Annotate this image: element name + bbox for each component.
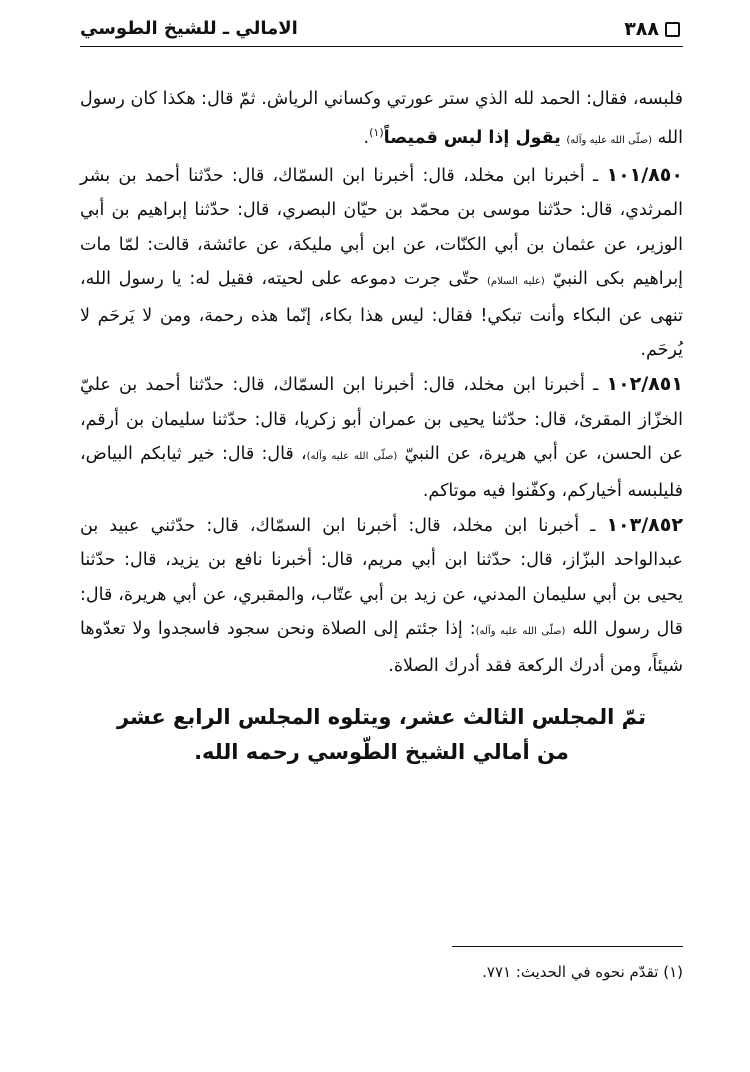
running-title: الامالي ـ للشيخ الطوسي	[80, 18, 298, 39]
salawat-note: (صلّى الله عليه وآله)	[475, 625, 566, 637]
paragraph-4-text-cont: : إذا جئتم إلى الصلاة ونحن سجود فاسجدوا ولا تعدّوها شيئاً، ومن أدرك الركعة فقد أدرك الصلاة.	[80, 618, 683, 677]
footnote: (١) تقدّم نحوه في الحديث: ٧٧١.	[482, 963, 683, 981]
closing-line-2: من أمالي الشيخ الطّوسي رحمه الله.	[194, 740, 569, 764]
closing-statement	[80, 700, 683, 770]
paragraph-1	[80, 82, 683, 158]
footnote-ref[interactable]: (١)	[369, 126, 384, 140]
paragraph-3-text: ـ أخبرنا ابن مخلد، قال: أخبرنا ابن السمّاك، قال: حدّثنا أحمد بن عليّ الخزّاز المقرئ، قال: حدّثنا يحيى بن عمران أبو زكريا، قال: حدّثنا سليمان بن أرقم، عن الحسن، عن أبي هريرة، عن النبيّ	[80, 375, 683, 464]
square-ornament-icon	[665, 22, 680, 37]
salam-note: (عليه السلام)	[487, 275, 545, 287]
closing-line-1: تمّ المجلس الثالث عشر، ويتلوه المجلس الرابع عشر	[116, 705, 647, 729]
paragraph-3-text-cont: ، قال: قال: خير ثيابكم البياض، فليلبسه أخياركم، وكفّنوا فيه موتاكم.	[80, 443, 683, 502]
paragraph-1-text: فلبسه، فقال: الحمد لله الذي ستر عورتي وكساني الرياش. ثمّ قال: هكذا كان رسول الله	[80, 89, 683, 149]
hadith-quote: يقول إذا لبس قميصاً	[383, 128, 561, 149]
paragraph-2	[80, 158, 683, 367]
hadith-number: ١٠٢/٨٥١	[606, 373, 683, 396]
paragraph-4-text: ـ أخبرنا ابن مخلد، قال: أخبرنا ابن السمّاك، قال: حدّثني عبيد بن عبدالواحد البزّاز، قال: حدّثنا ابن أبي مريم، قال: أخبرنا نافع بن يزيد، قال: حدّثنا يحيى بن أبي سليمان المدني، عن زيد بن أبي عتّاب، والمقبري، عن أبي هريرة، قال: قال رسول الله	[80, 516, 683, 639]
header-rule	[80, 46, 683, 47]
paragraph-3	[80, 367, 683, 508]
salawat-note: (صلّى الله عليه وآله)	[306, 450, 398, 462]
main-text	[80, 82, 683, 683]
paragraph-1-end: .	[363, 128, 370, 149]
page-number	[624, 18, 680, 40]
paragraph-2-text: ـ أخبرنا ابن مخلد، قال: أخبرنا ابن السمّاك، قال: حدّثنا أحمد بن بشر المرثدي، قال: حدّثنا موسى بن محمّد بن حيّان البصري، قال: حدّثنا إبراهيم بن أبي الوزير، عن عثمان بن أبي الكنّات، عن ابن أبي مليكة، عن عائشة، قالت: لمّا مات إبراهيم بكى النبيّ	[80, 166, 683, 289]
page-number-text: ٣٨٨	[624, 18, 659, 40]
paragraph-4	[80, 508, 683, 683]
footnote-rule	[452, 946, 683, 947]
paragraph-2-text-cont: حتّى جرت دموعه على لحيته، فقيل له: يا رسول الله، تنهى عن البكاء وأنت تبكي! فقال: ليس هذا بكاء، إنّما هذه رحمة، ومن لا يَرحَم لا يُرحَم.	[80, 268, 683, 361]
salawat-note: (صلّى الله عليه وآله)	[566, 135, 653, 147]
hadith-number: ١٠٣/٨٥٢	[606, 514, 683, 537]
hadith-number: ١٠١/٨٥٠	[606, 164, 683, 187]
